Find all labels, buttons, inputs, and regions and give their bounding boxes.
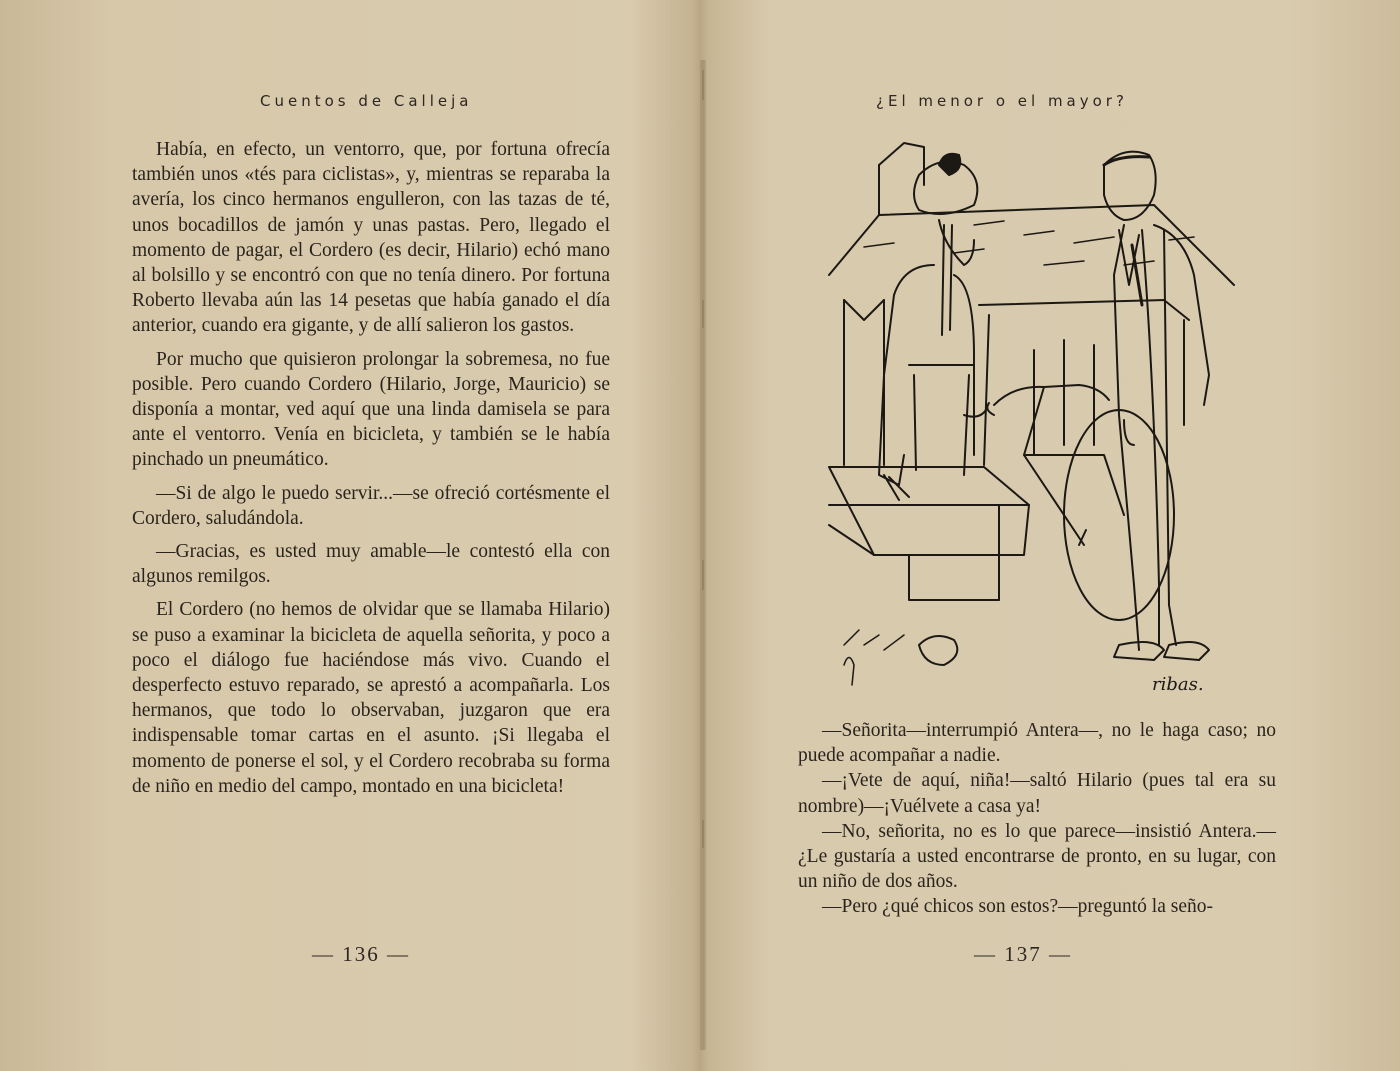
paragraph: El Cordero (no hemos de olvidar que se llamaba Hilario) se puso a examinar la bicicleta de aquella señorita, y poco a poco el diálogo fue haciéndose más vivo. Cuando el desperfecto estuvo reparado, se aprestó a acompañarla. Los hermanos, que todo lo observaban, juzgaron que era indispensable tomar cartas en el asunto. ¡Si llegaba el momento de ponerse el sol, y el Cordero recobraba su forma de niño en medio del campo, montado en una bicicleta! [132, 599, 610, 797]
binding-stitch [702, 300, 704, 328]
paragraph: —Pero ¿qué chicos son estos?—preguntó la seño- [822, 896, 1213, 918]
right-text-block [798, 718, 1276, 920]
bicycle-drawing [987, 385, 1174, 620]
paragraph: Por mucho que quisieron prolongar la sobremesa, no fue posible. Pero cuando Cordero (Hilario, Jorge, Mauricio) se disponía a montar, ved aquí que una linda damisela se para ante el ventorro. Venía en bicicleta, y también se le había pinchado un pneumático. [132, 348, 610, 471]
right-page [706, 0, 1400, 1071]
paragraph: —No, señorita, no es lo que parece—insistió Antera.—¿Le gustaría a usted encontrarse de pronto, en su lugar, con un niño de dos años. [798, 820, 1276, 893]
right-running-head: ¿El menor o el mayor? [876, 92, 1128, 110]
illustration-signature: ribas. [1152, 674, 1204, 695]
paragraph: —¡Vete de aquí, niña!—saltó Hilario (pues tal era su nombre)—¡Vuélvete a casa ya! [798, 770, 1276, 817]
illustration-drawing [824, 125, 1244, 700]
paragraph: —Señorita—interrumpió Antera—, no le haga caso; no puede acompañar a nadie. [798, 720, 1276, 767]
binding-stitch [702, 560, 704, 590]
wall-drawing [829, 467, 1029, 685]
illustration [824, 125, 1244, 700]
left-text-block [132, 137, 610, 807]
paragraph: Había, en efecto, un ventorro, que, por fortuna ofrecía también unos «tés para ciclistas», y, mientras se reparaba la avería, los cinco hermanos engulleron, con las tazas de té, unos bocadillos de jamón y unas pastas. Pero, llegado el momento de pagar, el Cordero (es decir, Hilario) echó mano al bolsillo y se encontró con que no tenía dinero. Por fortuna Roberto llevaba aún las 14 pesetas que había ganado el día anterior, cuando era gigante, y de allí salieron los gastos. [132, 139, 610, 337]
house-drawing [829, 143, 1234, 465]
binding-stitch [702, 70, 704, 100]
man-figure-drawing [1104, 152, 1209, 660]
right-page-number: — 137 — [974, 942, 1072, 966]
left-page-number: — 136 — [312, 942, 410, 966]
woman-figure-drawing [879, 154, 986, 500]
binding-stitch [702, 820, 704, 848]
left-running-head: Cuentos de Calleja [260, 92, 473, 110]
paragraph: —Gracias, es usted muy amable—le contestó ella con algunos remilgos. [132, 541, 610, 588]
paragraph: —Si de algo le puedo servir...—se ofreció cortésmente el Cordero, saludándola. [132, 482, 610, 529]
